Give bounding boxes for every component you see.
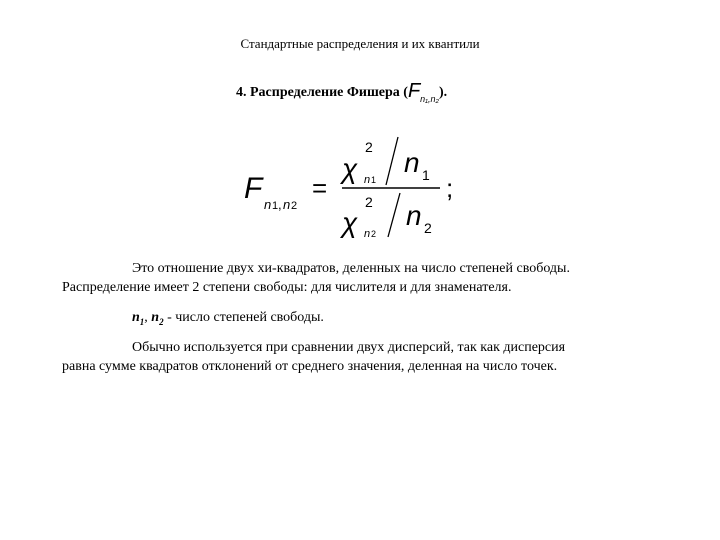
formula-svg [230,125,480,245]
var-n2-index: 2 [159,316,164,327]
den-chi: χ [342,207,358,238]
var-n2-letter: n [151,310,160,325]
paragraph-degrees [62,308,662,332]
den-slash [388,193,400,237]
paragraph-definition-line2: Распределение имеет 2 степени свободы: для числителя и для знаменателя. [62,280,512,295]
heading-suffix: ). [438,85,448,100]
den-chi-sub-index: 2 [371,229,377,239]
var-separator: , [144,310,152,325]
lhs-sub-sep: , [278,197,282,212]
den-chi-sub-n: n [364,228,371,240]
degrees-text: - число степеней свободы. [163,310,324,325]
num-chi-sub-n: n [364,174,371,186]
paragraph-usage-line2: равна сумме квадратов отклонений от среднего значения, деленная на число точек. [62,359,558,374]
page-title: Стандартные распределения и их квантили [240,36,480,51]
section-heading [236,80,447,103]
num-chi-sub-index: 1 [371,175,377,185]
equals-sign: = [312,173,328,203]
den-power: 2 [365,194,373,210]
var-n1-letter: n [132,310,140,325]
num-divisor-index: 1 [422,167,430,183]
lhs-sub-2: 2 [291,200,298,212]
lhs-sub-n1: n [264,197,272,212]
den-divisor-n: n [406,200,422,231]
formula-semicolon: ; [446,173,454,203]
num-chi: χ [342,153,358,184]
heading-prefix: 4. Распределение Фишера ( [236,85,408,100]
num-power: 2 [365,139,373,155]
lhs-f: F [244,172,263,205]
heading-f-subscript: n₁,n₂ [420,94,439,104]
var-n1-index: 1 [139,316,145,327]
lhs-sub-1: 1 [272,200,279,212]
den-divisor-index: 2 [424,220,432,236]
num-divisor-n: n [404,147,420,178]
paragraph-definition-line1: Это отношение двух хи-квадратов, деленных на число степеней свободы. [132,261,570,276]
var-n2 [151,310,163,325]
var-n1 [132,310,144,325]
paragraph-usage-line1: Обычно используется при сравнении двух дисперсий, так как дисперсия [132,340,566,355]
paragraph-definition [62,259,662,297]
num-slash [386,137,398,185]
paragraph-usage [62,338,662,376]
fisher-formula [230,125,480,245]
lhs-sub-n2: n [283,197,291,212]
heading-f-symbol: F [407,80,421,102]
